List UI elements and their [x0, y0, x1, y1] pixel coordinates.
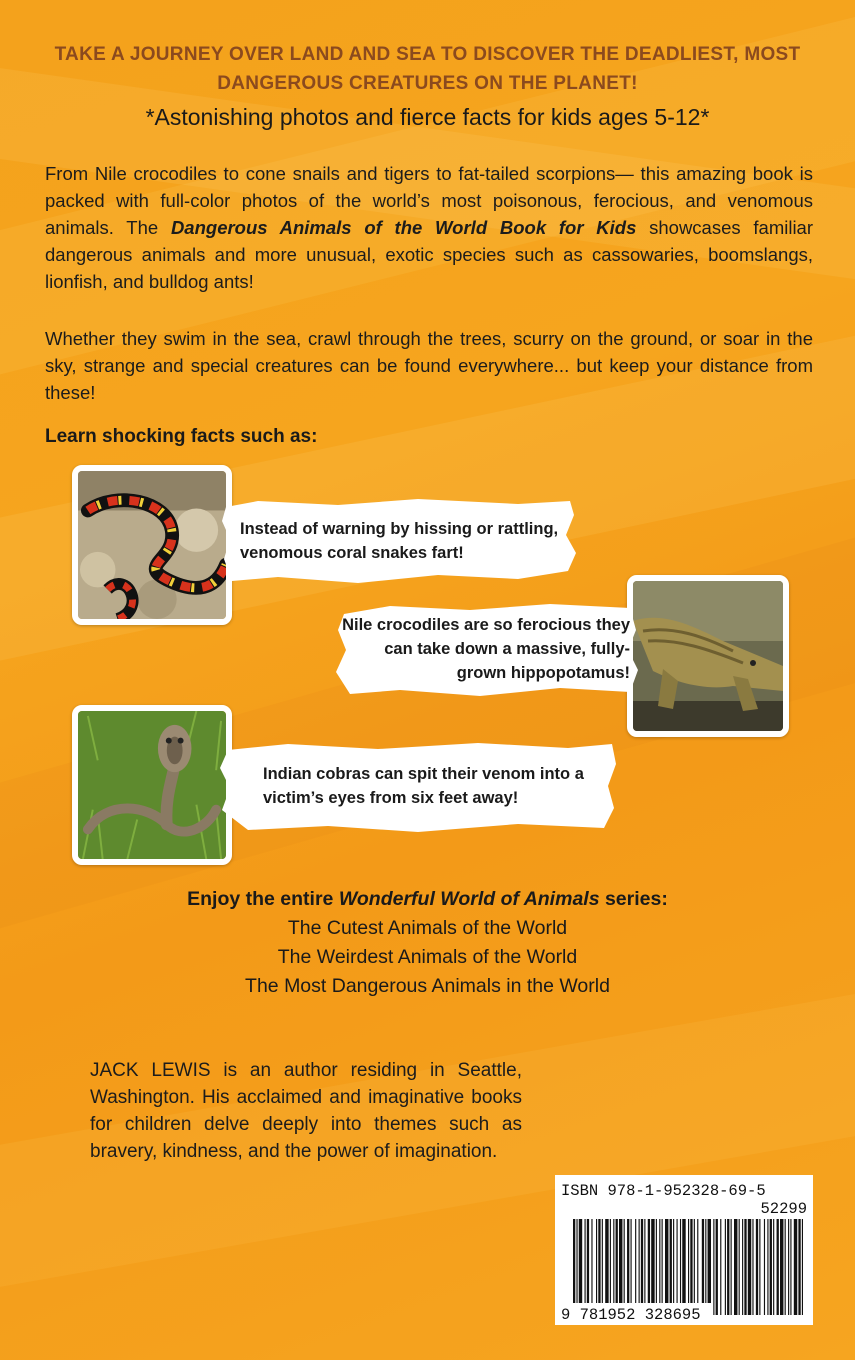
barcode-bar	[759, 1219, 760, 1315]
barcode-bar	[720, 1219, 721, 1315]
barcode-bar	[713, 1219, 714, 1315]
barcode-bar	[694, 1219, 695, 1315]
barcode-bar	[665, 1219, 668, 1315]
facts-heading: Learn shocking facts such as:	[45, 426, 318, 447]
barcode-bar	[579, 1219, 582, 1315]
fact-coral-snake	[218, 495, 580, 587]
barcode-bar	[764, 1219, 765, 1315]
barcode-bar	[651, 1219, 654, 1315]
habitat-paragraph: Whether they swim in the sea, crawl through the trees, scurry on the ground, or soar in the sky, strange and special creatures can be found everywhere... but keep your distance from these!	[45, 328, 813, 403]
barcode-bar	[635, 1219, 636, 1315]
barcode-bar	[616, 1219, 618, 1315]
coral-snake-photo	[72, 465, 232, 625]
barcode-bar	[627, 1219, 629, 1315]
barcode-bar	[773, 1219, 774, 1315]
barcode-bar	[744, 1219, 746, 1315]
barcode-bar	[610, 1219, 611, 1315]
barcode-bar	[705, 1219, 706, 1315]
barcode-bar	[767, 1219, 768, 1315]
barcode-bar	[639, 1219, 640, 1315]
barcode-bar	[605, 1219, 608, 1315]
fact-text: Nile crocodiles are so ferocious they can take down a massive, fully-grown hippopotamus!	[342, 616, 630, 682]
series-suffix: series:	[599, 888, 668, 910]
barcode-bar	[748, 1219, 751, 1315]
barcode-bar	[656, 1219, 657, 1315]
author-bio: JACK LEWIS is an author residing in Seattle, Washington. His acclaimed and imaginative books for children delve deeply into themes such as bravery, kindness, and the power of imagination.	[90, 1060, 522, 1162]
intro-paragraph	[45, 160, 813, 295]
isbn-barcode	[555, 1175, 813, 1325]
barcode-bar	[631, 1219, 632, 1315]
fact-text: Indian cobras can spit their venom into a victim’s eyes from six feet away!	[263, 765, 584, 807]
barcode-bar	[794, 1219, 797, 1315]
barcode-bar	[576, 1219, 577, 1315]
fact-nile-crocodile	[330, 600, 640, 700]
barcode-bar	[798, 1219, 800, 1315]
barcode-bar	[734, 1219, 737, 1315]
barcode-bar	[739, 1219, 740, 1315]
barcode-bar	[708, 1219, 711, 1315]
barcode-bar	[770, 1219, 772, 1315]
book-title: Dangerous Animals of the World Book for Kids	[170, 217, 637, 238]
barcode-bar	[598, 1219, 600, 1315]
intro-text-end: showcases familiar dangerous animals and more unusual, exotic species such as cassowaries, boomslangs, lionfish, and bulldog ants!	[45, 217, 814, 292]
barcode-bar	[680, 1219, 681, 1315]
barcode-bar	[662, 1219, 663, 1315]
barcode-bar	[752, 1219, 753, 1315]
barcode-bar	[613, 1219, 614, 1315]
barcode-bar	[725, 1219, 726, 1315]
barcode-bar	[591, 1219, 592, 1315]
barcode-bar	[785, 1219, 786, 1315]
barcode-bar	[731, 1219, 732, 1315]
barcode-digits: 9 781952 328695	[561, 1306, 701, 1324]
barcode-bar	[777, 1219, 779, 1315]
barcode-bar	[659, 1219, 660, 1315]
barcode-bar	[682, 1219, 685, 1315]
barcode-bar	[802, 1219, 803, 1315]
series-heading	[60, 885, 795, 914]
barcode-bar	[727, 1219, 729, 1315]
barcode-bar	[587, 1219, 589, 1315]
barcode-bar	[596, 1219, 597, 1315]
series-title: The Weirdest Animals of the World	[277, 946, 578, 968]
fact-indian-cobra	[218, 740, 618, 835]
series-name: Wonderful World of Animals	[338, 888, 600, 910]
headline: TAKE A JOURNEY OVER LAND AND SEA TO DISCOVER THE DEADLIEST, MOST DANGEROUS CREATURES ON THE PLANET!	[54, 44, 801, 94]
barcode-bar	[641, 1219, 643, 1315]
barcode-bar	[670, 1219, 672, 1315]
fact-text: Instead of warning by hissing or rattling, venomous coral snakes fart!	[240, 520, 559, 562]
barcode-bar	[644, 1219, 645, 1315]
nile-crocodile-photo	[627, 575, 789, 737]
barcode-bar	[742, 1219, 743, 1315]
series-title: The Cutest Animals of the World	[287, 917, 568, 939]
intro-text-start: From Nile crocodiles to cone snails and tigers to fat-tailed scorpions— this amazing book is packed with full-color photos of the world’s most poisonous, ferocious, and venomous animals. The	[45, 163, 813, 238]
barcode-bar	[788, 1219, 789, 1315]
barcode-bar	[624, 1219, 625, 1315]
barcode-bar	[688, 1219, 689, 1315]
barcode-bar	[648, 1219, 650, 1315]
barcode-bar	[790, 1219, 791, 1315]
price-code: 52299	[760, 1200, 807, 1218]
barcode-bar	[619, 1219, 622, 1315]
isbn-label: ISBN 978-1-952328-69-5	[561, 1182, 766, 1200]
barcode-bar	[602, 1219, 603, 1315]
indian-cobra-photo	[72, 705, 232, 865]
barcode-bar	[673, 1219, 674, 1315]
series-title: The Most Dangerous Animals in the World	[245, 975, 610, 997]
barcode-bar	[756, 1219, 758, 1315]
barcode-bar	[702, 1219, 704, 1315]
barcode-bar	[697, 1219, 698, 1315]
barcode-bar	[573, 1219, 575, 1315]
barcode-bar	[677, 1219, 678, 1315]
subheadline: *Astonishing photos and fierce facts for kids ages 5-12*	[145, 104, 710, 130]
series-section	[60, 885, 795, 1001]
barcode-bar	[690, 1219, 692, 1315]
barcode-bar	[780, 1219, 783, 1315]
barcode-bar	[585, 1219, 586, 1315]
barcode-bar	[716, 1219, 718, 1315]
series-prefix: Enjoy the entire	[187, 888, 339, 910]
